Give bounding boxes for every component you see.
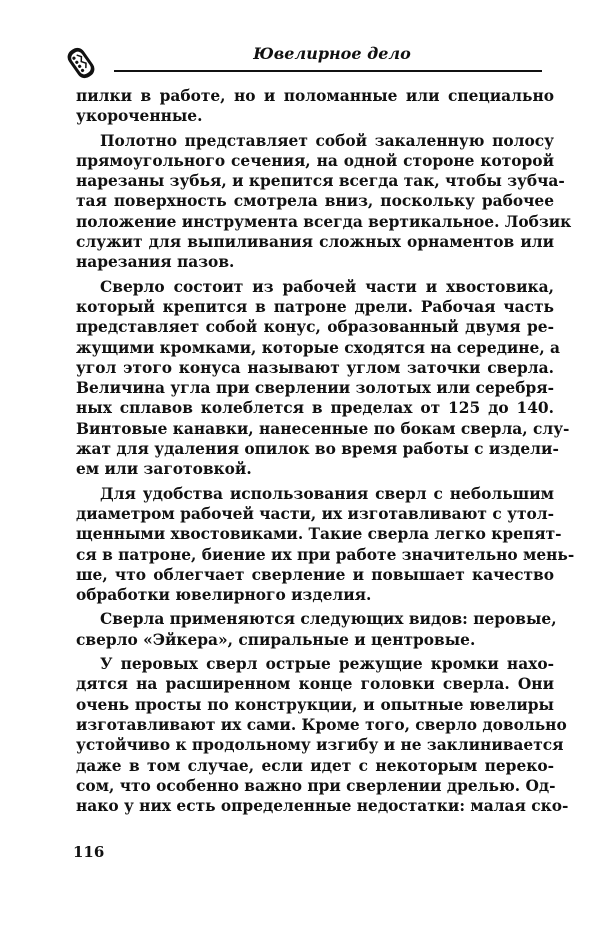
text-line: укороченные. [76, 107, 203, 126]
text-line: нарезания пазов. [76, 253, 235, 272]
text-line: обработки ювелирного изделия. [76, 586, 372, 605]
text-line: Полотно представляет собой закаленную полосу [100, 131, 554, 150]
text-line: ных сплавов колеблется в пределах от 125 до 140. [76, 399, 554, 418]
text-line: нарезаны зубья, и крепится всегда так, чтобы зубча- [76, 172, 565, 191]
body-text [76, 86, 575, 816]
text-line: дятся на расширенном конце головки сверла. Они [76, 675, 554, 694]
jewelry-book-emblem-icon [66, 44, 96, 82]
text-line: угол этого конуса называют углом заточки сверла. [76, 358, 554, 377]
text-line: пилки в работе, но и поломанные или специально [76, 87, 554, 105]
text-line: тая поверхность смотрела вниз, поскольку рабочее [76, 192, 554, 211]
text-line: очень просты по конструкции, и опытные ювелиры [76, 695, 554, 714]
running-title: Ювелирное дело [253, 44, 411, 63]
text-line: положение инструмента всегда вертикальное. Лобзик [76, 212, 572, 231]
paragraph [76, 654, 569, 816]
text-line: У перовых сверл острые режущие кромки нахо- [100, 655, 554, 674]
text-line: Винтовые канавки, нанесенные по бокам сверла, слу- [76, 419, 570, 438]
text-line: нако у них есть определенные недостатки: малая ско- [76, 797, 569, 816]
text-line: сом, что особенно важно при сверлении дрелью. Од- [76, 776, 556, 795]
text-line: ем или заготовкой. [76, 460, 252, 479]
text-line: прямоугольного сечения, на одной стороне которой [76, 151, 554, 170]
text-line: представляет собой конус, образованный двумя ре- [76, 318, 554, 337]
text-line: устойчиво к продольному изгибу и не заклинивается [76, 736, 564, 755]
text-line: Сверло состоит из рабочей части и хвостовика, [100, 277, 554, 296]
text-line: Сверла применяются следующих видов: перовые, [100, 610, 557, 629]
text-line: ся в патроне, биение их при работе значительно мень- [76, 545, 575, 564]
paragraph [76, 609, 557, 650]
text-line: сверло «Эйкера», спиральные и центровые. [76, 630, 476, 649]
paragraph [76, 86, 554, 127]
text-line: изготавливают их сами. Кроме того, сверло довольно [76, 715, 567, 734]
paragraph [76, 484, 575, 606]
text-line: Величина угла при сверлении золотых или серебря- [76, 379, 554, 398]
text-line: жущими кромками, которые сходятся на середине, а [76, 338, 561, 357]
page-number: 116 [73, 843, 105, 861]
paragraph [76, 277, 570, 480]
header-rule [114, 70, 542, 72]
page-header [62, 40, 542, 85]
text-line: даже в том случае, если идет с некоторым переко- [76, 756, 554, 775]
paragraph [76, 131, 572, 273]
text-line: диаметром рабочей части, их изготавливают с утол- [76, 504, 554, 523]
text-line: который крепится в патроне дрели. Рабочая часть [76, 297, 554, 316]
text-line: щенными хвостовиками. Такие сверла легко крепят- [76, 525, 562, 544]
text-line: жат для удаления опилок во время работы с издели- [76, 440, 559, 459]
text-line: Для удобства использования сверл с небольшим [100, 484, 554, 503]
text-line: служит для выпиливания сложных орнаментов или [76, 233, 554, 252]
text-line: ше, что облегчает сверление и повышает качество [76, 565, 554, 584]
